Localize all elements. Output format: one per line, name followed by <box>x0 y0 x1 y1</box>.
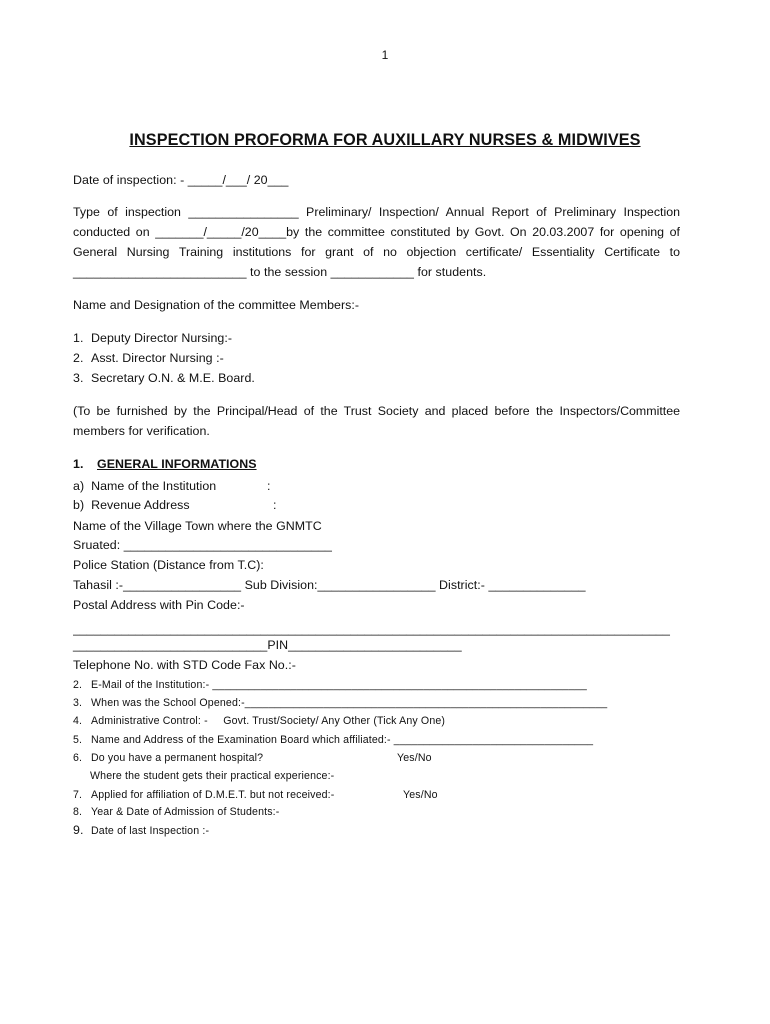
field-revenue-address: b) Revenue Address <box>73 498 190 512</box>
field-colon: : <box>267 479 271 493</box>
furnish-note-line-2: members for verification. <box>73 424 210 438</box>
committee-member: Secretary O.N. & M.E. Board. <box>91 371 255 385</box>
field-telephone-fax: Telephone No. with STD Code Fax No.:- <box>73 658 296 672</box>
item-administrative-control: Administrative Control: - Govt. Trust/Society/ Any Other (Tick Any One) <box>91 715 446 727</box>
item-permanent-hospital: Do you have a permanent hospital? <box>91 752 264 764</box>
committee-member-num: 3. <box>73 371 84 385</box>
item-number: 8. <box>73 806 83 818</box>
item-number: 2. <box>73 679 83 691</box>
committee-member-num: 1. <box>73 331 84 345</box>
type-paragraph-line-4: _________________________ to the session ____________ for students. <box>73 265 487 279</box>
type-paragraph-line-1: Type of inspection ________________ Preliminary/ Inspection/ Annual Report of Preliminary Inspection <box>73 205 680 219</box>
page-number: 1 <box>381 48 389 62</box>
item-number: 6. <box>73 752 83 764</box>
field-colon: : <box>273 498 277 512</box>
field-name-of-institution: a) Name of the Institution <box>73 479 217 493</box>
section-number: 1. <box>73 457 84 471</box>
item-school-opened: When was the School Opened:-____________________________________________________________ <box>91 697 608 709</box>
committee-member-num: 2. <box>73 351 84 365</box>
field-village-town: Name of the Village Town where the GNMTC <box>73 519 322 533</box>
section-heading: GENERAL INFORMATIONS <box>97 457 257 471</box>
item-email: E-Mail of the Institution:- ______________________________________________________________ <box>91 679 587 691</box>
type-paragraph-line-3: General Nursing Training institutions for grant of no objection certificate/ Essentiality Certificate to <box>73 245 680 259</box>
item-number: 4. <box>73 715 83 727</box>
field-tahasil-subdivision-district: Tahasil :-_________________ Sub Division:_________________ District:- ______________ <box>73 578 586 592</box>
furnish-note-line-1: (To be furnished by the Principal/Head of the Trust Society and placed before the Inspectors/Committee <box>73 404 680 418</box>
committee-member: Deputy Director Nursing:- <box>91 331 233 345</box>
item-admission-date: Year & Date of Admission of Students:- <box>91 806 280 818</box>
inspection-date-line: Date of inspection: - _____/___/ 20___ <box>73 173 289 187</box>
item-answer-yes-no: Yes/No <box>397 752 432 764</box>
field-police-station: Police Station (Distance from T.C): <box>73 558 264 572</box>
item-number: 5. <box>73 734 83 746</box>
page-title: INSPECTION PROFORMA FOR AUXILLARY NURSES & MIDWIVES <box>129 131 641 149</box>
field-postal-address: Postal Address with Pin Code:- <box>73 598 245 612</box>
field-situated: Sruated: ______________________________ <box>73 538 332 552</box>
item-number: 9. <box>73 823 84 837</box>
item-answer-yes-no: Yes/No <box>403 789 438 801</box>
item-number: 3. <box>73 697 83 709</box>
type-paragraph-line-2: conducted on _______/_____/20____by the committee constituted by Govt. On 20.03.2007 for opening of <box>73 225 680 239</box>
item-number: 7. <box>73 789 83 801</box>
item-examination-board: Name and Address of the Examination Board which affiliated:- _________________________________ <box>91 734 594 746</box>
postal-blank-line: ______________________________________________________________________________________ <box>73 622 670 636</box>
item-practical-experience: Where the student gets their practical experience:- <box>90 770 335 782</box>
committee-member: Asst. Director Nursing :- <box>91 351 224 365</box>
item-affiliation-dmet: Applied for affiliation of D.M.E.T. but not received:- <box>91 789 335 801</box>
item-last-inspection: Date of last Inspection :- <box>91 825 210 837</box>
committee-heading: Name and Designation of the committee Members:- <box>73 298 360 312</box>
postal-pin-line: ____________________________PIN_________________________ <box>73 638 462 652</box>
